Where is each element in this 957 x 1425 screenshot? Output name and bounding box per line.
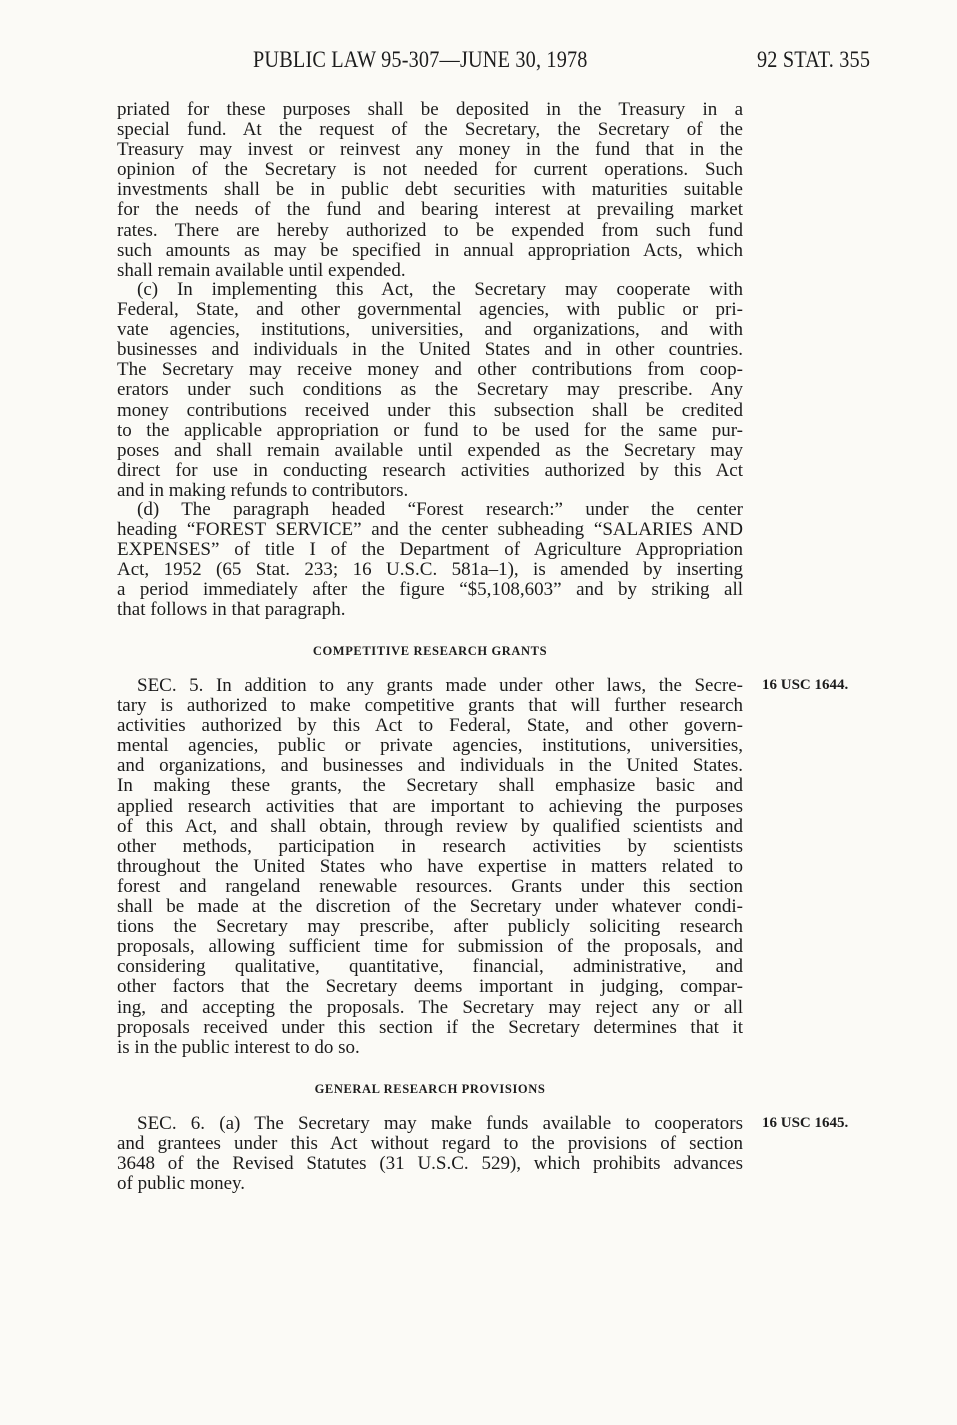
text-line: forest and rangeland renewable resources. Grants under this section [117,875,743,897]
text-line: Act, 1952 (65 Stat. 233; 16 U.S.C. 581a–1), is amended by inserting [117,559,743,581]
text-line: priated for these purposes shall be deposited in the Treasury in a [117,99,743,120]
running-header-title: PUBLIC LAW 95-307—JUNE 30, 1978 [253,47,588,72]
text-line: other factors that the Secretary deems important in judging, compar- [117,976,743,998]
text-line: vate agencies, institutions, universities, and organizations, and with [117,319,743,341]
text-line: mental agencies, public or private agencies, institutions, universities, [117,735,743,757]
text-line: businesses and individuals in the United States and in other countries. [117,339,743,361]
text-line: direct for use in conducting research activities authorized by this Act [117,459,743,481]
heading-competitive-research-grants: COMPETITIVE RESEARCH GRANTS [312,644,548,658]
text-line: In making these grants, the Secretary shall emphasize basic and [117,775,743,797]
text-line: applied research activities that are important to achieving the purposes [117,795,743,817]
text-line: proposals, allowing sufficient time for submission of the proposals, and [117,936,743,958]
text-line: Treasury may invest or reinvest any money in the fund that in the [117,139,743,161]
text-line: and in making refunds to contributors. [117,479,409,501]
text-line: money contributions received under this subsection shall be credited [117,399,743,421]
text-line: and grantees under this Act without regard to the provisions of section [117,1133,743,1155]
text-line: poses and shall remain available until expended as the Secretary may [117,439,743,461]
text-line: rates. There are hereby authorized to be expended from such fund [117,219,743,241]
paragraph-subsection-c [117,280,743,501]
paragraph-section-6 [117,1114,743,1194]
text-line: that follows in that paragraph. [117,599,346,621]
text-line: opinion of the Secretary is not needed for current operations. Such [117,159,743,181]
text-line: to the applicable appropriation or fund to be used for the same pur- [117,419,743,441]
text-line: 3648 of the Revised Statutes (31 U.S.C. 529), which prohibits advances [117,1153,743,1175]
text-line: of public money. [117,1173,246,1195]
margin-note-sec5: 16 USC 1644. [762,677,849,693]
text-line: of this Act, and shall obtain, through review by qualified scientists and [117,815,743,837]
text-line: heading “FOREST SERVICE” and the center subheading “SALARIES AND [117,519,743,541]
text-line: other methods, participation in research activities by scientists [117,835,743,857]
text-line: and organizations, and businesses and individuals in the United States. [117,755,743,777]
text-line: shall be made at the discretion of the Secretary under whatever condi- [117,896,743,918]
text-line: investments shall be in public debt securities with maturities suitable [117,179,743,201]
text-line: a period immediately after the figure “$5,108,603” and by striking all [117,579,743,601]
text-line: such amounts as may be specified in annual appropriation Acts, which [117,239,743,261]
paragraph-section-5 [117,676,743,1058]
text-line: is in the public interest to do so. [117,1036,360,1058]
text-line: for the needs of the fund and bearing interest at prevailing market [117,199,743,221]
statute-page-number: 92 STAT. 355 [757,47,871,72]
text-line: activities authorized by this Act to Federal, State, and other govern- [117,715,743,737]
text-line: shall remain available until expended. [117,259,406,281]
text-line: (c) In implementing this Act, the Secretary may cooperate with [137,279,743,300]
text-line: ing, and accepting the proposals. The Secretary may reject any or all [117,996,743,1018]
heading-general-research-provisions: GENERAL RESEARCH PROVISIONS [314,1082,546,1096]
margin-note-sec6: 16 USC 1645. [762,1115,849,1131]
text-line: throughout the United States who have expertise in matters related to [117,855,743,877]
text-line: erators under such conditions as the Secretary may prescribe. Any [117,379,743,401]
paragraph-subsection-d [117,500,743,621]
text-line: SEC. 6. (a) The Secretary may make funds available to cooperators [137,1113,743,1134]
text-line: special fund. At the request of the Secretary, the Secretary of the [117,119,743,141]
text-line: SEC. 5. In addition to any grants made under other laws, the Secre- [137,675,743,696]
text-line: EXPENSES” of title I of the Department of Agriculture Appropriation [117,539,743,561]
text-line: tary is authorized to make competitive grants that will further research [117,695,743,717]
text-line: The Secretary may receive money and other contributions from coop- [117,359,743,381]
text-line: Federal, State, and other governmental agencies, with public or pri- [117,299,743,321]
text-line: (d) The paragraph headed “Forest research:” under the center [137,499,743,520]
text-line: tions the Secretary may prescribe, after publicly soliciting research [117,916,743,938]
text-line: proposals received under this section if the Secretary determines that it [117,1016,743,1038]
text-line: considering qualitative, quantitative, financial, administrative, and [117,956,743,978]
paragraph-continuation [117,100,743,281]
